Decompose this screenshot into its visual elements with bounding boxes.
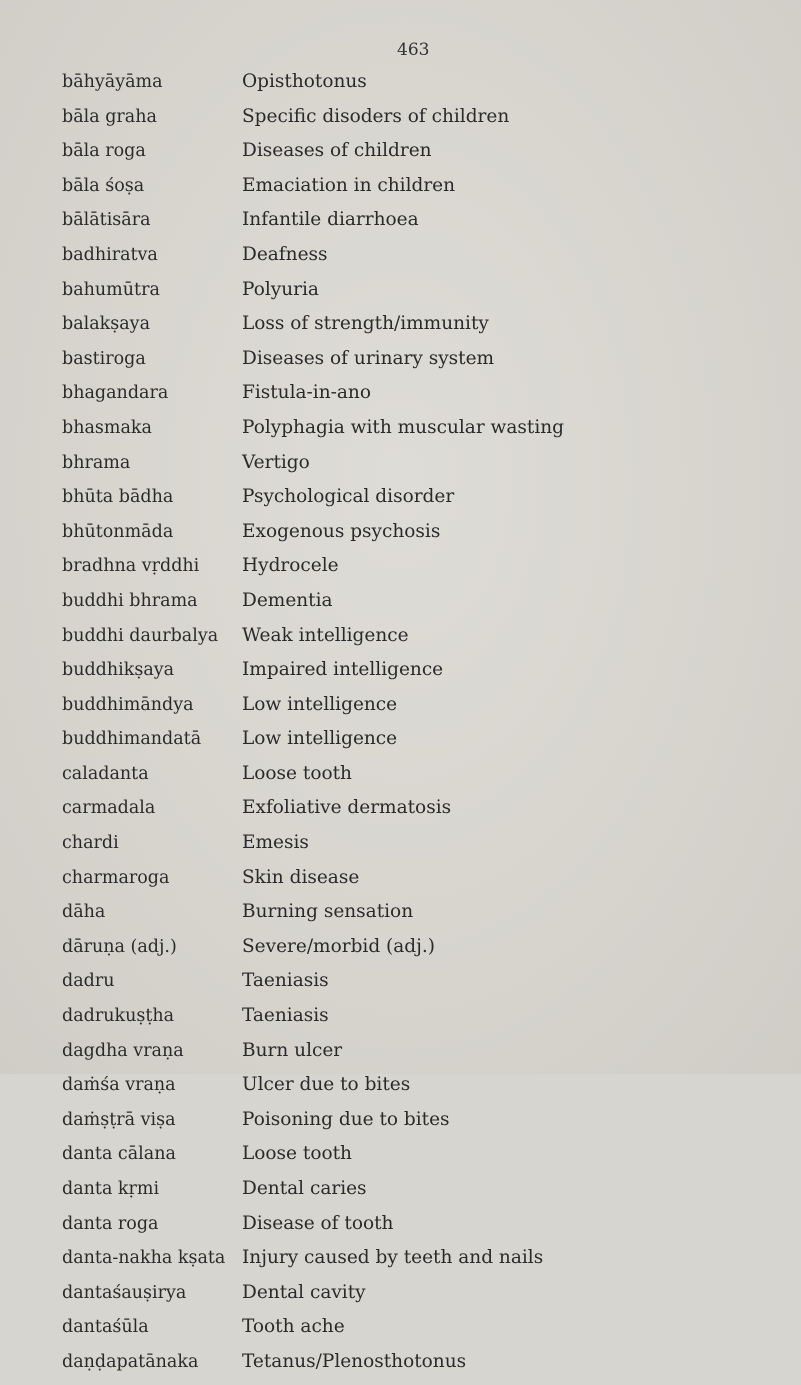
- meaning: Severe/morbid (adj.): [242, 935, 435, 957]
- meaning: Dental caries: [242, 1178, 367, 1199]
- meaning: Taeniasis: [242, 970, 329, 992]
- term: dāha: [62, 902, 106, 923]
- term: buddhi bhrama: [62, 590, 198, 611]
- meaning: Poisoning due to bites: [242, 1108, 450, 1130]
- meaning: Tetanus/Plenosthotonus: [242, 1350, 467, 1372]
- meaning: Polyphagia with muscular wasting: [242, 416, 565, 438]
- meaning: Hydrocele: [242, 555, 339, 577]
- term: bradhna vṛddhi: [62, 556, 200, 577]
- meaning: Weak intelligence: [242, 624, 409, 646]
- term: charmaroga: [62, 867, 170, 888]
- meaning: Psychological disorder: [242, 486, 455, 508]
- meaning: Exfoliative dermatosis: [242, 797, 452, 819]
- meaning: Deafness: [242, 243, 328, 265]
- meaning: Polyuria: [242, 278, 319, 300]
- term: bahumūtra: [62, 279, 160, 300]
- term: bāla roga: [62, 141, 146, 162]
- meaning: Tooth ache: [242, 1316, 345, 1338]
- term: bāhyāyāma: [62, 72, 163, 92]
- term: daṁśa vraṇa: [62, 1075, 176, 1096]
- term: bhūta bādha: [62, 487, 174, 508]
- meaning: Burning sensation: [242, 901, 414, 923]
- meaning: Low intelligence: [242, 728, 398, 750]
- term: dantaśauṣirya: [62, 1282, 187, 1303]
- meaning: Injury caused by teeth and nails: [242, 1247, 544, 1269]
- term: dantaśūla: [62, 1317, 149, 1338]
- meaning: Opisthotonus: [242, 71, 367, 92]
- page-number: 463: [397, 40, 430, 60]
- meaning: Burn ulcer: [242, 1039, 343, 1061]
- term: buddhi daurbalya: [62, 625, 219, 646]
- meaning: Specific disoders of children: [242, 105, 510, 127]
- term: bastiroga: [62, 348, 146, 369]
- term: bāla śoṣa: [62, 175, 145, 196]
- meaning: Impaired intelligence: [242, 659, 444, 681]
- term: bhrama: [62, 452, 131, 473]
- term: bālātisāra: [62, 210, 151, 231]
- term: buddhimāndya: [62, 694, 194, 715]
- meaning-column: [242, 70, 782, 1385]
- meaning: Loose tooth: [242, 762, 352, 784]
- meaning: Dental cavity: [242, 1281, 366, 1303]
- meaning: Taeniasis: [242, 1005, 329, 1027]
- meaning: Emesis: [242, 832, 309, 854]
- term: bāla graha: [62, 106, 157, 127]
- term: dadrukuṣṭha: [62, 1006, 175, 1027]
- meaning: Ulcer due to bites: [242, 1074, 411, 1096]
- term: balakṣaya: [62, 314, 151, 335]
- term: buddhimandatā: [62, 729, 202, 750]
- term: bhasmaka: [62, 417, 152, 438]
- meaning: Dementia: [242, 589, 333, 611]
- term: bhagandara: [62, 383, 169, 404]
- term: chardi: [62, 833, 119, 854]
- meaning: Vertigo: [242, 451, 310, 473]
- term: bhūtonmāda: [62, 521, 174, 542]
- term: daṇḍapatānaka: [62, 1351, 199, 1372]
- term: dāruṇa (adj.): [62, 936, 177, 957]
- term: danta cālana: [62, 1144, 176, 1165]
- meaning: Diseases of children: [242, 140, 432, 162]
- term: danta-nakha kṣata: [62, 1248, 226, 1269]
- term: carmadala: [62, 798, 156, 819]
- meaning: Emaciation in children: [242, 174, 456, 196]
- term: danta roga: [62, 1213, 159, 1234]
- term: caladanta: [62, 763, 149, 784]
- meaning: Disease of tooth: [242, 1212, 394, 1234]
- term-column: [62, 70, 232, 1385]
- meaning: Diseases of urinary system: [242, 347, 495, 369]
- meaning: Loss of strength/immunity: [242, 313, 489, 335]
- meaning: Skin disease: [242, 866, 360, 888]
- meaning: Fistula-in-ano: [242, 382, 371, 404]
- term: danta kṛmi: [62, 1179, 160, 1199]
- meaning: Exogenous psychosis: [242, 520, 441, 542]
- term: daṁṣṭrā viṣa: [62, 1109, 176, 1130]
- term: buddhikṣaya: [62, 660, 175, 681]
- meaning: Infantile diarrhoea: [242, 209, 419, 231]
- meaning: Low intelligence: [242, 693, 398, 715]
- meaning: Loose tooth: [242, 1143, 352, 1165]
- term: badhiratva: [62, 244, 158, 265]
- term: dagdha vraṇa: [62, 1040, 184, 1061]
- term: dadru: [62, 971, 115, 992]
